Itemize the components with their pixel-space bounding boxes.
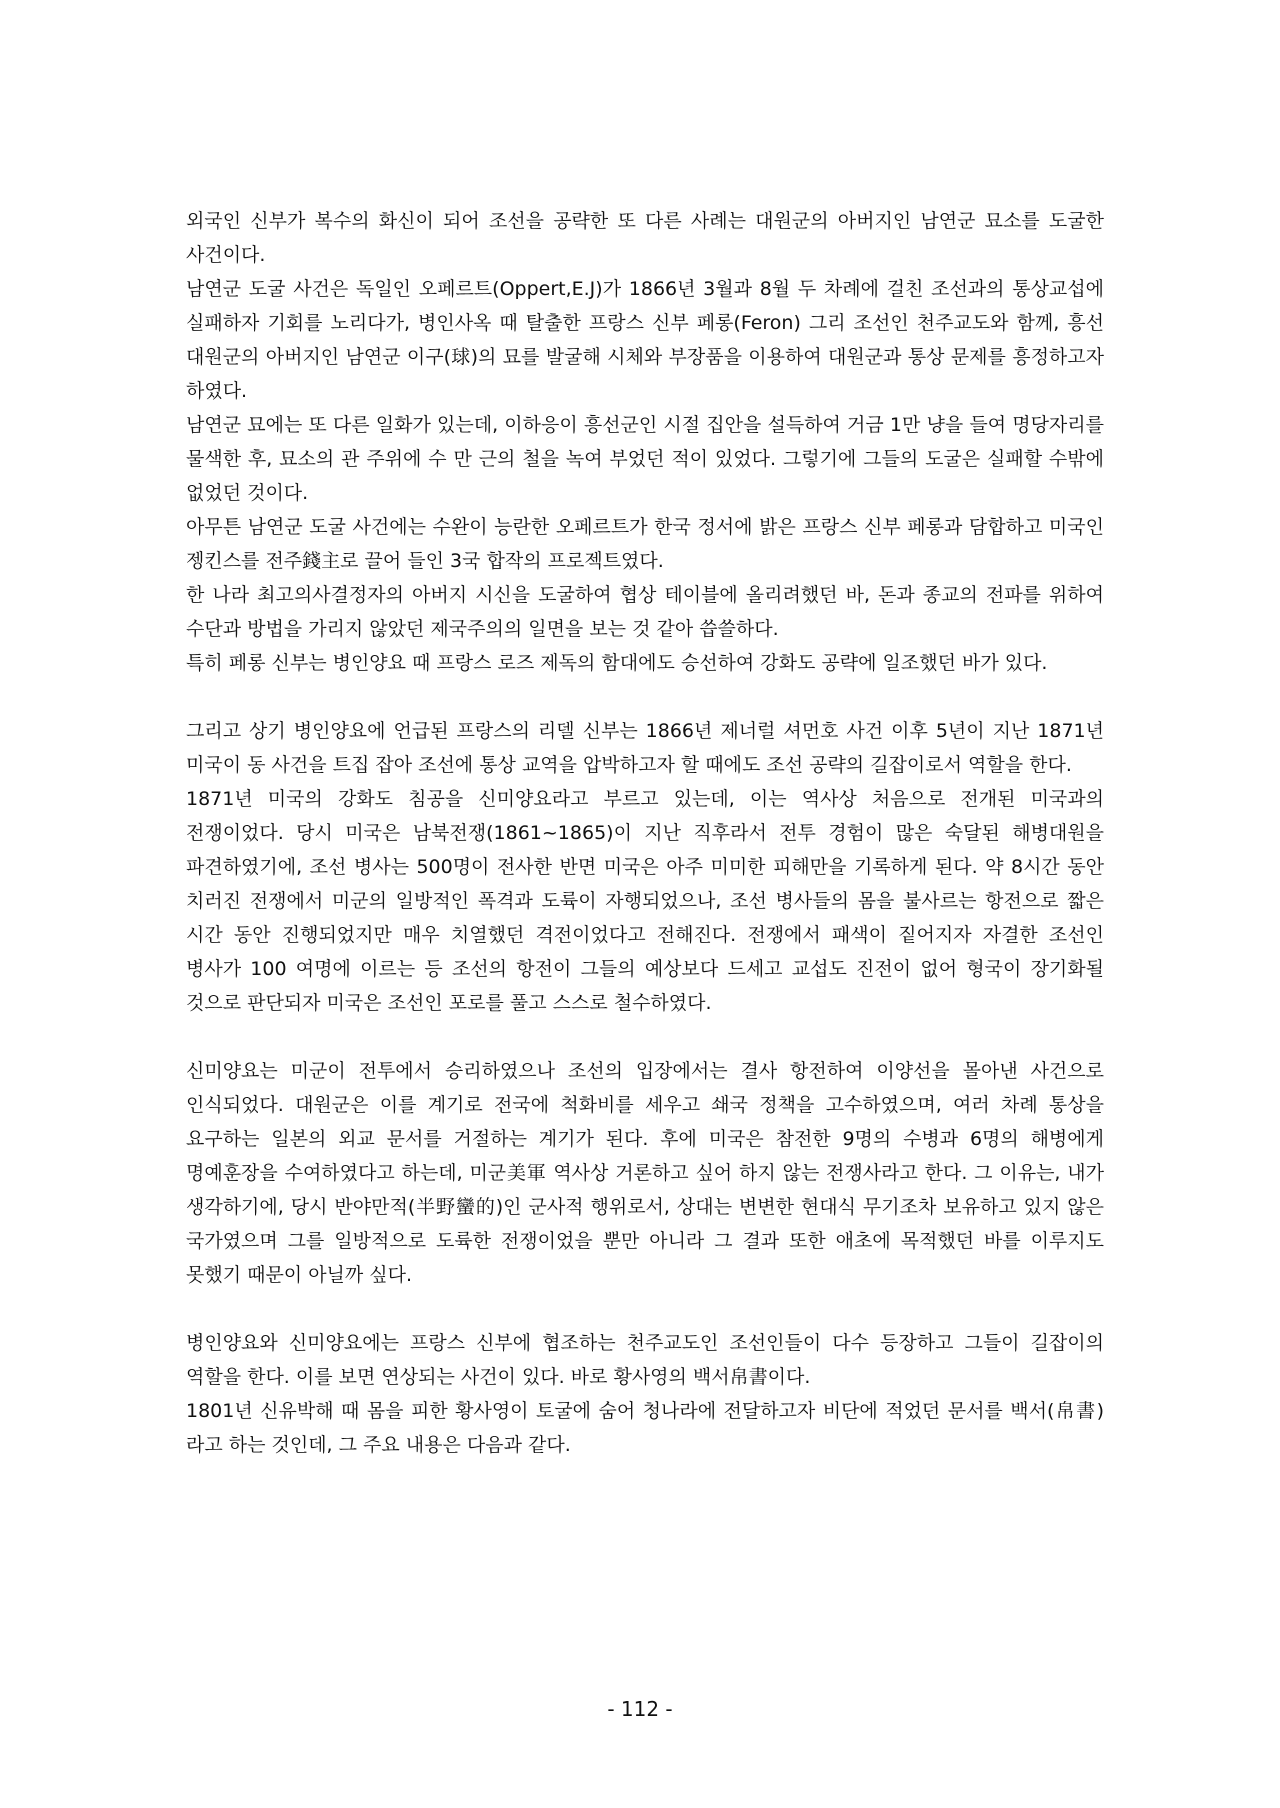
page-number: - 112 - (607, 1697, 673, 1721)
paragraph-11: 1801년 신유박해 때 몸을 피한 황사영이 토굴에 숨어 청나라에 전달하고자 비단에 적었던 문서를 백서(帛書)라고 하는 것인데, 그 주요 내용은 다음과 같다. (186, 1400, 1104, 1456)
paragraph-7: 그리고 상기 병인양요에 언급된 프랑스의 리델 신부는 1866년 제너럴 셔먼호 사건 이후 5년이 지난 1871년 미국이 동 사건을 트집 잡아 조선에 통상 교역을 압박하고자 할 때에도 조선 공략의 길잡이로서 역할을 한다. (186, 720, 1104, 776)
paragraph-6: 특히 페롱 신부는 병인양요 때 프랑스 로즈 제독의 함대에도 승선하여 강화도 공략에 일조했던 바가 있다. (186, 652, 1048, 674)
paragraph-4: 아무튼 남연군 도굴 사건에는 수완이 능란한 오페르트가 한국 정서에 밝은 프랑스 신부 페롱과 담합하고 미국인 젱킨스를 전주錢主로 끌어 들인 3국 합작의 프로젝트였다. (186, 516, 1104, 572)
paragraph-gap (186, 680, 1104, 714)
paragraph-2: 남연군 도굴 사건은 독일인 오페르트(Oppert,E.J)가 1866년 3월과 8월 두 차례에 걸친 조선과의 통상교섭에 실패하자 기회를 노리다가, 병인사옥 때 탈출한 프랑스 신부 페롱(Feron) 그리 조선인 천주교도와 함께, 흥선 대원군의 아버지인 남연군 이구(球)의 묘를 발굴해 시체와 부장품을 이용하여 대원군과 통상 문제를 흥정하고자 하였다. (186, 278, 1104, 402)
paragraph-8: 1871년 미국의 강화도 침공을 신미양요라고 부르고 있는데, 이는 역사상 처음으로 전개된 미국과의 전쟁이었다. 당시 미국은 남북전쟁(1861~1865)이 지난 직후라서 전투 경험이 많은 숙달된 해병대원을 파견하였기에, 조선 병사는 500명이 전사한 반면 미국은 아주 미미한 피해만을 기록하게 된다. 약 8시간 동안 치러진 전쟁에서 미군의 일방적인 폭격과 도륙이 자행되었으나, 조선 병사들의 몸을 불사르는 항전으로 짧은 시간 동안 진행되었지만 매우 치열했던 격전이었다고 전해진다. 전쟁에서 패색이 짙어지자 자결한 조선인 병사가 100 여명에 이르는 등 조선의 항전이 그들의 예상보다 드세고 교섭도 진전이 없어 형국이 장기화될 것으로 판단되자 미국은 조선인 포로를 풀고 스스로 철수하였다. (186, 788, 1104, 1014)
paragraph-10: 병인양요와 신미양요에는 프랑스 신부에 협조하는 천주교도인 조선인들이 다수 등장하고 그들이 길잡이의 역할을 한다. 이를 보면 연상되는 사건이 있다. 바로 황사영의 백서帛書이다. (186, 1332, 1104, 1388)
page-body (186, 204, 1104, 1462)
paragraph-3: 남연군 묘에는 또 다른 일화가 있는데, 이하응이 흥선군인 시절 집안을 설득하여 거금 1만 냥을 들여 명당자리를 물색한 후, 묘소의 관 주위에 수 만 근의 철을 녹여 부었던 적이 있었다. 그렇기에 그들의 도굴은 실패할 수밖에 없었던 것이다. (186, 414, 1104, 504)
paragraph-gap (186, 1292, 1104, 1326)
paragraph-1: 외국인 신부가 복수의 화신이 되어 조선을 공략한 또 다른 사례는 대원군의 아버지인 남연군 묘소를 도굴한 사건이다. (186, 210, 1104, 266)
paragraph-gap (186, 1020, 1104, 1054)
paragraph-5: 한 나라 최고의사결정자의 아버지 시신을 도굴하여 협상 테이블에 올리려했던 바, 돈과 종교의 전파를 위하여 수단과 방법을 가리지 않았던 제국주의의 일면을 보는 것 같아 씁쓸하다. (186, 584, 1104, 640)
paragraph-9: 신미양요는 미군이 전투에서 승리하였으나 조선의 입장에서는 결사 항전하여 이양선을 몰아낸 사건으로 인식되었다. 대원군은 이를 계기로 전국에 척화비를 세우고 쇄국 정책을 고수하였으며, 여러 차례 통상을 요구하는 일본의 외교 문서를 거절하는 계기가 된다. 후에 미국은 참전한 9명의 수병과 6명의 해병에게 명예훈장을 수여하였다고 하는데, 미군美軍 역사상 거론하고 싶어 하지 않는 전쟁사라고 한다. 그 이유는, 내가 생각하기에, 당시 반야만적(半野蠻的)인 군사적 행위로서, 상대는 변변한 현대식 무기조차 보유하고 있지 않은 국가였으며 그를 일방적으로 도륙한 전쟁이었을 뿐만 아니라 그 결과 또한 애초에 목적했던 바를 이루지도 못했기 때문이 아닐까 싶다. (186, 1060, 1104, 1286)
